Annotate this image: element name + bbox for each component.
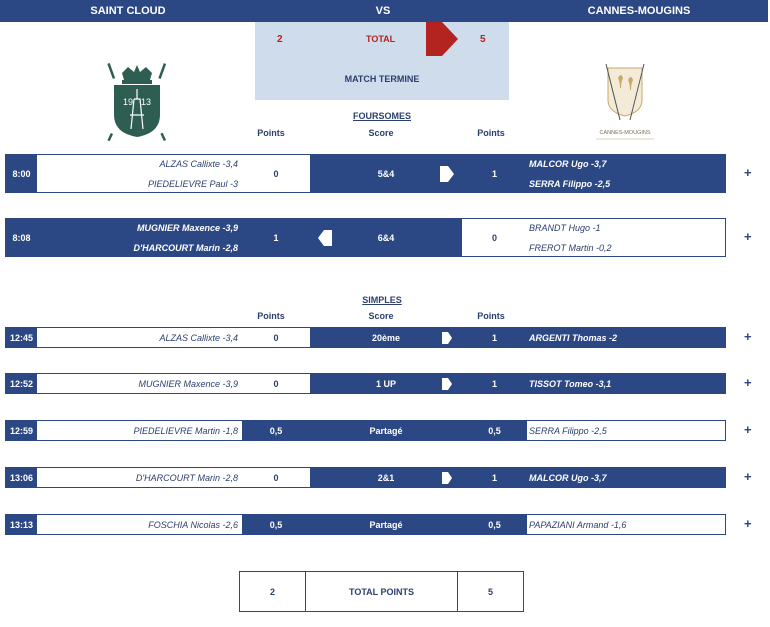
simple-row — [5, 467, 726, 488]
expand-plus-button[interactable]: + — [744, 422, 752, 437]
saint-cloud-crest-icon — [106, 63, 168, 143]
header-vs: VS — [256, 0, 510, 22]
tee-time: 8:00 — [6, 155, 37, 192]
simple-row — [5, 327, 726, 348]
header-away-team: CANNES-MOUGINS — [510, 0, 768, 22]
home-player: ALZAS Callixte -3,4 — [159, 159, 238, 169]
home-points: 0 — [242, 328, 310, 347]
winner-right-arrow-icon — [442, 472, 452, 484]
away-points: 1 — [462, 374, 527, 393]
match-score: 6&4 — [310, 219, 462, 256]
svg-text:19: 19 — [123, 97, 134, 107]
home-points: 0 — [242, 155, 310, 192]
simple-row — [5, 420, 726, 441]
away-player: MALCOR Ugo -3,7 — [529, 159, 607, 169]
simples-col-points-right: Points — [477, 311, 505, 321]
home-points: 0,5 — [242, 515, 310, 534]
simples-title: SIMPLES — [362, 295, 402, 305]
foursomes-col-score: Score — [368, 128, 394, 138]
expand-plus-button[interactable]: + — [744, 375, 752, 390]
tee-time: 12:59 — [6, 421, 37, 440]
total-points-away: 5 — [457, 571, 524, 612]
foursomes-col-points-left: Points — [257, 128, 285, 138]
home-total-score: 2 — [277, 34, 283, 45]
match-score: Partagé — [310, 515, 462, 534]
away-player: SERRA Filippo -2,5 — [529, 179, 611, 189]
away-points: 0,5 — [462, 515, 527, 534]
winner-left-arrow-icon — [318, 230, 332, 246]
away-points: 1 — [462, 155, 527, 192]
home-points: 0,5 — [242, 421, 310, 440]
total-label: TOTAL — [366, 34, 396, 44]
header-home-team: SAINT CLOUD — [0, 0, 256, 22]
away-points: 0,5 — [462, 421, 527, 440]
expand-plus-button[interactable]: + — [744, 329, 752, 344]
expand-plus-button[interactable]: + — [744, 469, 752, 484]
tee-time: 13:13 — [6, 515, 37, 534]
match-status: MATCH TERMINE — [344, 74, 420, 84]
home-player: MUGNIER Maxence -3,9 — [136, 223, 238, 233]
match-score: Partagé — [310, 421, 462, 440]
home-player: PIEDELIEVRE Paul -3 — [147, 179, 238, 189]
away-player: FREROT Martin -0,2 — [529, 243, 612, 253]
foursome-row — [5, 218, 726, 257]
away-player: SERRA Filippo -2,5 — [527, 421, 725, 440]
tee-time: 13:06 — [6, 468, 37, 487]
simple-row — [5, 373, 726, 394]
expand-plus-button[interactable]: + — [744, 229, 752, 244]
home-points: 0 — [242, 468, 310, 487]
away-pair — [527, 219, 725, 256]
tee-time: 12:52 — [6, 374, 37, 393]
simple-row — [5, 514, 726, 535]
home-player: D'HARCOURT Marin -2,8 — [37, 468, 242, 487]
away-player: ARGENTI Thomas -2 — [527, 328, 725, 347]
expand-plus-button[interactable]: + — [744, 516, 752, 531]
svg-text:CANNES-MOUGINS: CANNES-MOUGINS — [599, 130, 651, 136]
foursome-row — [5, 154, 726, 193]
home-points: 0 — [242, 374, 310, 393]
match-score: 1 UP — [310, 374, 462, 393]
foursomes-title: FOURSOMES — [352, 111, 411, 121]
home-player: ALZAS Callixte -3,4 — [37, 328, 242, 347]
away-player: MALCOR Ugo -3,7 — [527, 468, 725, 487]
total-points-label: TOTAL POINTS — [305, 571, 458, 612]
winner-right-arrow-icon — [442, 378, 452, 390]
home-pair — [37, 155, 242, 192]
score-panel — [255, 22, 509, 100]
away-total-score: 5 — [480, 34, 486, 45]
home-player: MUGNIER Maxence -3,9 — [37, 374, 242, 393]
away-points: 0 — [462, 219, 527, 256]
away-pair — [527, 155, 725, 192]
home-points: 1 — [242, 219, 310, 256]
away-player: PAPAZIANI Armand -1,6 — [527, 515, 725, 534]
away-player: TISSOT Tomeo -3,1 — [527, 374, 725, 393]
match-score: 2&1 — [310, 468, 462, 487]
home-player: D'HARCOURT Marin -2,8 — [133, 243, 238, 253]
tee-time: 8:08 — [6, 219, 37, 256]
total-points-home: 2 — [239, 571, 306, 612]
simples-col-score: Score — [368, 311, 394, 321]
home-pair — [37, 219, 242, 256]
cannes-mougins-crest-icon — [590, 60, 660, 142]
svg-text:13: 13 — [141, 97, 152, 107]
away-points: 1 — [462, 328, 527, 347]
expand-plus-button[interactable]: + — [744, 165, 752, 180]
away-points: 1 — [462, 468, 527, 487]
away-player: BRANDT Hugo -1 — [529, 223, 601, 233]
winner-right-arrow-icon — [442, 332, 452, 344]
tee-time: 12:45 — [6, 328, 37, 347]
simples-col-points-left: Points — [257, 311, 285, 321]
home-player: PIEDELIEVRE Martin -1,8 — [37, 421, 242, 440]
winner-right-arrow-icon — [440, 166, 454, 182]
winner-arrow-icon — [426, 22, 458, 56]
match-score: 5&4 — [310, 155, 462, 192]
foursomes-col-points-right: Points — [477, 128, 505, 138]
home-player: FOSCHIA Nicolas -2,6 — [37, 515, 242, 534]
match-score: 20ème — [310, 328, 462, 347]
